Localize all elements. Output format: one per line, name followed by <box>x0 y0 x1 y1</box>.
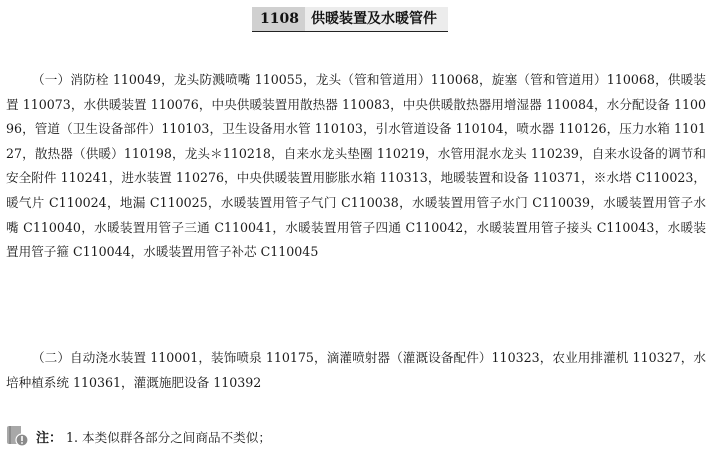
section-code: 1108 <box>252 7 305 31</box>
note-label: 注： <box>36 430 63 446</box>
note-text: 1. 本类似群各部分之间商品不类似； <box>66 429 271 445</box>
section-header <box>252 7 448 32</box>
paragraph-part-1: （一）消防栓 110049，龙头防溅喷嘴 110055，龙头（管和管道用）110068，旋塞（管和管道用）110068，供暖装置 110073，水供暖装置 110076，中央供暖装置用散热器 110083，中央供暖散热器用增湿器 110084，水分配设备 110096，管道（卫生设备部件）110103，卫生设备用水管 110103，引水管道设备 110104，喷水器 110126，压力水箱 110127，散热器（供暖）110198，龙头＊110218，自来水龙头垫圈 110219，水管用混水龙头 110239，自来水设备的调节和安全附件 110241，进水装置 110276，中央供暖装置用膨胀水箱 110313，地暖装置和设备 110371，※水塔 C110023，暖气片 C110024，地漏 C110025，水暖装置用管子气门 C110038，水暖装置用管子水门 C110039，水暖装置用管子水嘴 C110040，水暖装置用管子三通 C110041，水暖装置用管子四通 C110042，水暖装置用管子接头 C110043，水暖装置用管子箍 C110044，水暖装置用管子补芯 C110045 <box>6 72 706 260</box>
note-block <box>4 424 271 448</box>
section-title: 供暖装置及水暖管件 <box>305 7 448 31</box>
paragraph-part-2: （二）自动浇水装置 110001，装饰喷泉 110175，滴灌喷射器（灌溉设备配件）110323，农业用排灌机 110327，水培种植系统 110361，灌溉施肥设备 110392 <box>6 350 706 390</box>
note-warning-icon <box>4 424 30 448</box>
